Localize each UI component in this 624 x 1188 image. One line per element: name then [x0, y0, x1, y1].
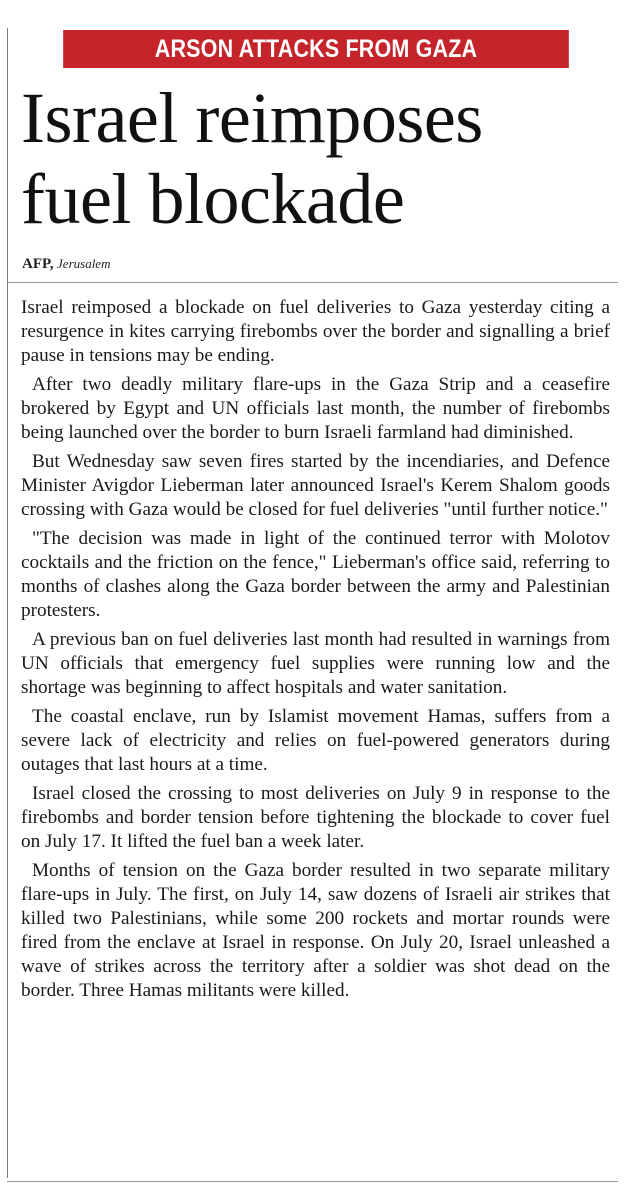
headline — [21, 78, 621, 240]
headline-line-2: fuel blockade — [21, 159, 405, 239]
headline-line-1: Israel reimposes — [21, 78, 483, 158]
article-paragraph: After two deadly military flare-ups in the Gaza Strip and a ceasefire brokered by Egypt and UN officials last month, the number of firebombs being launched over the border to burn Israeli farmland had diminished. — [21, 374, 610, 443]
byline-divider — [7, 282, 618, 283]
article-paragraph: Israel reimposed a blockade on fuel deliveries to Gaza yesterday citing a resurgence in kites carrying firebombs over the border and signalling a brief pause in tensions may be ending. — [21, 297, 610, 366]
section-kicker: ARSON ATTACKS FROM GAZA — [63, 30, 569, 68]
article-paragraph: Israel closed the crossing to most deliveries on July 9 in response to the firebombs and border tension before tightening the blockade to cover fuel on July 17. It lifted the fuel ban a week later. — [21, 783, 610, 852]
article-paragraph: The coastal enclave, run by Islamist movement Hamas, suffers from a severe lack of electricity and relies on fuel-powered generators during outages that last hours at a time. — [21, 706, 610, 775]
bottom-rule — [7, 1181, 618, 1182]
byline-location: Jerusalem — [57, 256, 111, 271]
article-paragraph: A previous ban on fuel deliveries last month had resulted in warnings from UN officials that emergency fuel supplies were running low and the shortage was beginning to affect hospitals and water sanitation. — [21, 629, 610, 698]
byline — [22, 256, 110, 273]
left-column-rule — [7, 28, 8, 1178]
article-paragraph: "The decision was made in light of the continued terror with Molotov cocktails and the friction on the fence," Lieberman's office said, referring to months of clashes along the Gaza border between the army and Palestinian protesters. — [21, 528, 610, 621]
byline-agency: AFP, — [22, 256, 54, 272]
article-paragraph: But Wednesday saw seven fires started by the incendiaries, and Defence Minister Avigdor Lieberman later announced Israel's Kerem Shalom goods crossing with Gaza would be closed for fuel deliveries "until further notice." — [21, 451, 610, 520]
article-paragraph: Months of tension on the Gaza border resulted in two separate military flare-ups in July. The first, on July 14, saw dozens of Israeli air strikes that killed two Palestinians, while some 200 rockets and mortar rounds were fired from the enclave at Israel in response. On July 20, Israel unleashed a wave of strikes across the territory after a soldier was shot dead on the border. Three Hamas militants were killed. — [21, 860, 610, 1001]
article-body — [21, 296, 610, 1008]
